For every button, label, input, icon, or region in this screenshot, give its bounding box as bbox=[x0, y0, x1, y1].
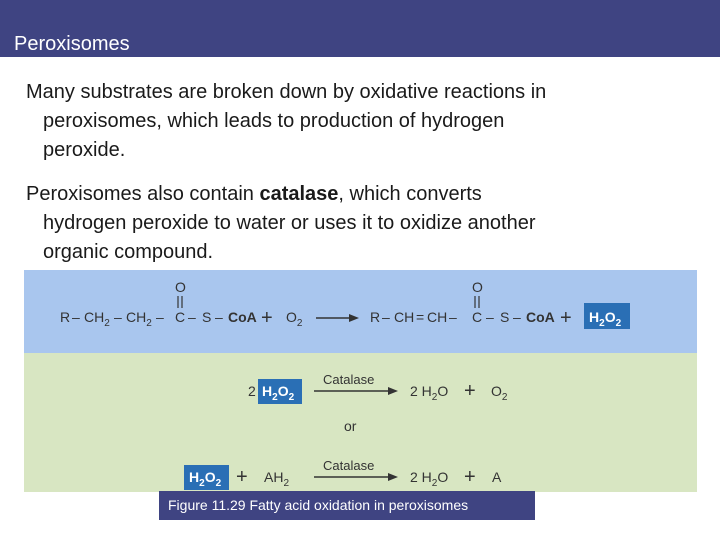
r-group: R bbox=[370, 309, 381, 325]
water: 2 $H_2O$ bbox=[410, 469, 449, 489]
title-bar bbox=[0, 0, 720, 57]
bond: – bbox=[114, 309, 122, 325]
paragraph-oxidative-reactions bbox=[26, 78, 706, 165]
slide-title: Peroxisomes bbox=[14, 33, 130, 55]
paragraph-catalase bbox=[26, 180, 706, 267]
bond: – bbox=[72, 309, 80, 325]
coefficient: 2 bbox=[248, 383, 256, 399]
sulfur: S bbox=[500, 309, 510, 325]
catalase-term: catalase bbox=[259, 183, 339, 205]
paragraph-line: organic compound. bbox=[43, 241, 214, 263]
plus: + bbox=[236, 466, 248, 488]
bond: – bbox=[486, 309, 494, 325]
bond: – bbox=[156, 309, 164, 325]
ch2-group: $CH_2$ bbox=[126, 309, 152, 329]
carbon: C bbox=[472, 309, 483, 325]
paragraph-line: hydrogen peroxide to water or uses it to oxidize another bbox=[43, 212, 536, 234]
plus: + bbox=[261, 307, 273, 329]
bond: – bbox=[215, 309, 223, 325]
double-bond: = bbox=[416, 309, 425, 325]
plus: + bbox=[464, 466, 476, 488]
bond: – bbox=[382, 309, 390, 325]
plus: + bbox=[560, 307, 572, 329]
coa: CoA bbox=[228, 309, 257, 325]
enzyme-label: Catalase bbox=[323, 458, 375, 473]
ch-group: CH bbox=[394, 309, 415, 325]
carbonyl-oxygen: O bbox=[175, 279, 186, 295]
paragraph-line: peroxide. bbox=[43, 139, 126, 161]
paragraph-text: Peroxisomes also contain bbox=[26, 183, 260, 205]
or-label: or bbox=[344, 418, 357, 434]
oxygen: $O_2$ bbox=[491, 383, 508, 403]
bond: – bbox=[513, 309, 521, 325]
ch-group: CH bbox=[427, 309, 448, 325]
r-group: R bbox=[60, 309, 71, 325]
h2o2: $H_2O_2$ bbox=[189, 469, 222, 489]
enzyme-label: Catalase bbox=[323, 372, 375, 387]
water: 2 $H_2O$ bbox=[410, 383, 449, 403]
ah2: $AH_2$ bbox=[264, 469, 290, 489]
oxidized-compound: A bbox=[492, 469, 502, 485]
paragraph-line: peroxisomes, which leads to production of hydrogen bbox=[43, 110, 505, 132]
figure-caption: Figure 11.29 Fatty acid oxidation in peroxisomes bbox=[159, 491, 535, 520]
bond: – bbox=[449, 309, 457, 325]
sulfur: S bbox=[202, 309, 212, 325]
plus: + bbox=[464, 380, 476, 402]
ch2-group: $CH_2$ bbox=[84, 309, 110, 329]
coa: CoA bbox=[526, 309, 555, 325]
h2o2: $H_2O_2$ bbox=[589, 309, 622, 329]
carbonyl-oxygen: O bbox=[472, 279, 483, 295]
carbon: C bbox=[175, 309, 186, 325]
paragraph-line: Many substrates are broken down by oxidative reactions in bbox=[26, 81, 547, 103]
bond: – bbox=[188, 309, 196, 325]
reaction-figure bbox=[24, 270, 697, 492]
h2o2: $H_2O_2$ bbox=[262, 383, 295, 403]
oxygen: $O_2$ bbox=[286, 309, 303, 329]
paragraph-text: , which converts bbox=[338, 183, 482, 205]
